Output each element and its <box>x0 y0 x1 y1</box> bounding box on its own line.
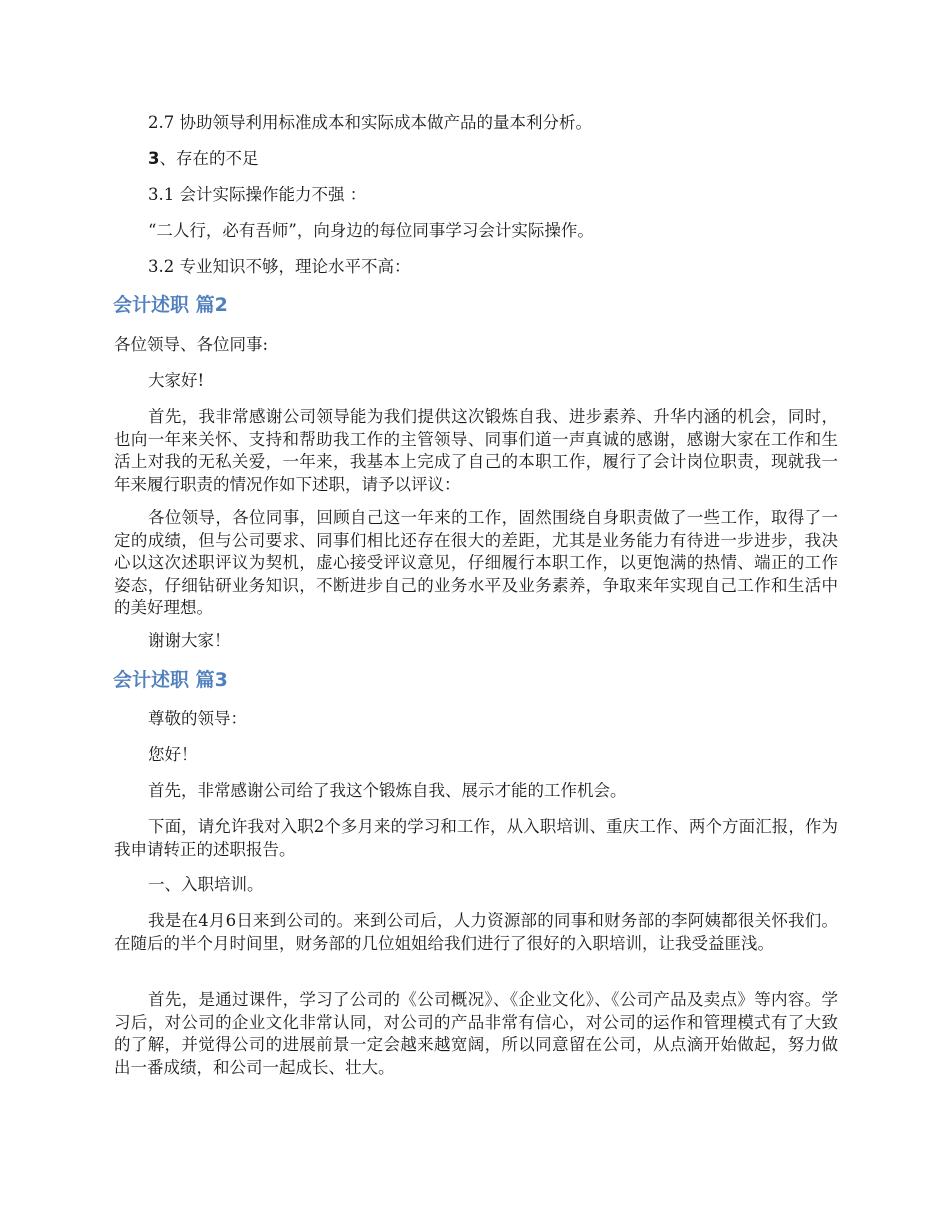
paragraph-2-7: 2.7 协助领导利用标准成本和实际成本做产品的量本利分析。 <box>148 113 592 132</box>
subheading-training: 一、入职培训。 <box>148 875 264 894</box>
paragraph-3-4-text: 首先，是通过课件，学习了公司的《公司概况》、《企业文化》、《公司产品及卖点》等内容。学习后，对公司的企业文化非常认同，对公司的产品非常有信心，对公司的运作和管理模式有了大致的了解，并觉得公司的进展前景一定会越来越宽阔，所以同意留在公司，从点滴开始做起，努力做出一番成绩，和公司一起成长、壮大。 <box>114 990 838 1077</box>
section-number: 3 <box>148 149 160 168</box>
paragraph-3-2-text: 下面，请允许我对入职2个多月来的学习和工作，从入职培训、重庆工作、两个方面汇报，作为我申请转正的述职报告。 <box>114 817 838 859</box>
paragraph-2-1: 首先，我非常感谢公司领导能为我们提供这次锻炼自我、进步素养、升华内涵的机会，同时，也向一年来关怀、支持和帮助我工作的主管领导、同事们道一声真诚的感谢，感谢大家在工作和生活上对我的无私关爱，一年来，我基本上完成了自己的本职工作，履行了会计岗位职责，现就我一年来履行职责的情况作如下述职，请予以评议： <box>114 407 838 494</box>
paragraph-3-1-text: 首先，非常感谢公司给了我这个锻炼自我、展示才能的工作机会。 <box>148 781 627 800</box>
thanks-2: 谢谢大家！ <box>148 631 231 650</box>
paragraph-3-3-text: 我是在4月6日来到公司的。来到公司后，人力资源部的同事和财务部的李阿姨都很关怀我们。在随后的半个月时间里，财务部的几位姐姐给我们进行了很好的入职培训，让我受益匪浅。 <box>114 911 838 953</box>
paragraph-quote: “二人行，必有吾师”，向身边的每位同事学习会计实际操作。 <box>148 221 594 240</box>
greeting-3: 您好！ <box>148 745 198 764</box>
paragraph-3-2: 3.2 专业知识不够，理论水平不高： <box>148 257 411 276</box>
section-title-text: 、存在的不足 <box>159 149 259 168</box>
salutation-3: 尊敬的领导： <box>148 709 247 728</box>
paragraph-2-2: 各位领导，各位同事，回顾自己这一年来的工作，固然围绕自身职责做了一些工作，取得了一定的成绩，但与公司要求、同事们相比还存在很大的差距，尤其是业务能力有待进一步进步，我决心以这次述职评议为契机，虚心接受评议意见，仔细履行本职工作，以更饱满的热情、端正的工作姿态，仔细钻研业务知识，不断进步自己的业务水平及业务素养，争取来年实现自己工作和生活中的美好理想。 <box>114 508 838 617</box>
paragraph-3-1: 3.1 会计实际操作能力不强 ： <box>148 185 367 204</box>
greeting-2: 大家好! <box>148 371 205 390</box>
salutation-2: 各位领导、各位同事: <box>114 335 269 354</box>
paragraph-3-heading <box>114 148 838 171</box>
section-heading-2: 会计述职 篇2 <box>113 294 228 316</box>
section-heading-3: 会计述职 篇3 <box>113 669 228 691</box>
